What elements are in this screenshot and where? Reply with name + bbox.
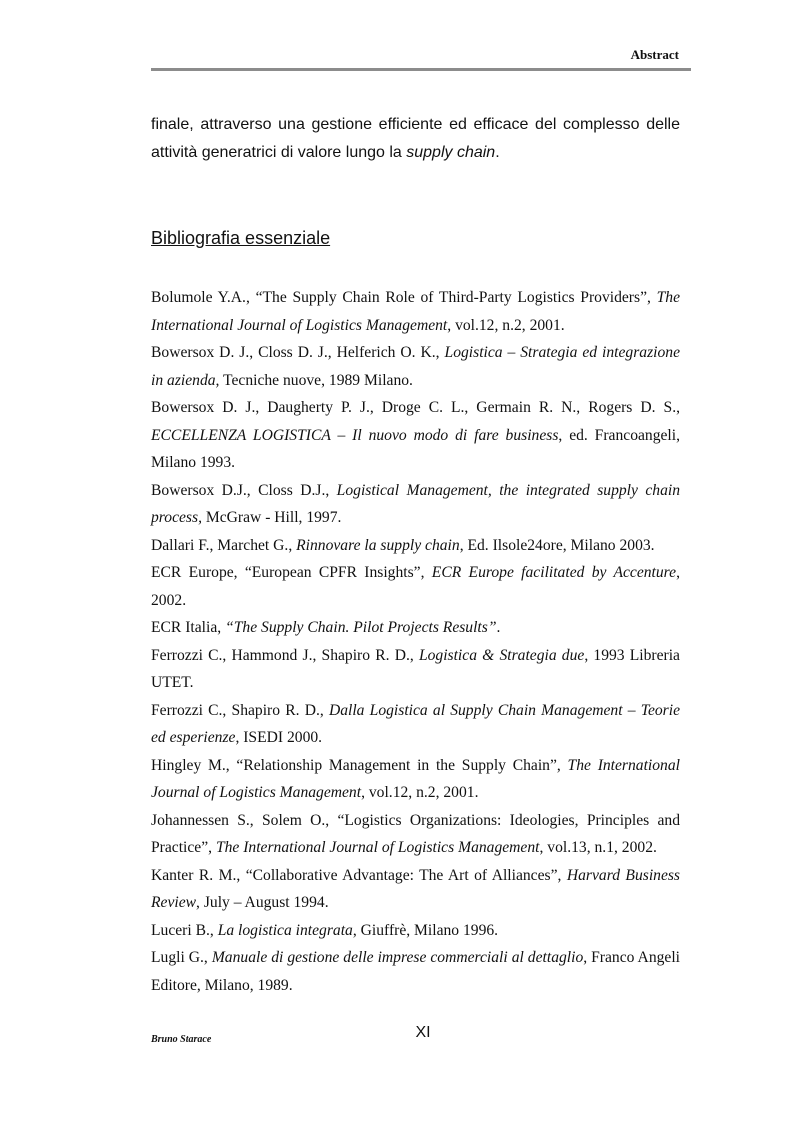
bibliography-entry: Dallari F., Marchet G., Rinnovare la supply chain, Ed. Ilsole24ore, Milano 2003. bbox=[151, 536, 655, 554]
author-name: Bruno Starace bbox=[151, 1034, 212, 1045]
bibliography-heading: Bibliografia essenziale bbox=[151, 228, 331, 248]
bibliography-entry: Hingley M., “Relationship Management in the Supply Chain”, The International Journal of Logistics Management, vol.12, n.2, 2001. bbox=[151, 756, 680, 801]
intro-paragraph bbox=[151, 111, 680, 167]
intro-end: . bbox=[495, 144, 500, 161]
bibliography-entry: Ferrozzi C., Shapiro R. D., Dalla Logistica al Supply Chain Management – Teorie ed esperienze, ISEDI 2000. bbox=[151, 701, 680, 746]
bibliography-entry: Bolumole Y.A., “The Supply Chain Role of Third-Party Logistics Providers”, The International Journal of Logistics Management, vol.12, n.2, 2001. bbox=[151, 289, 680, 334]
running-header: Abstract bbox=[630, 47, 679, 62]
header-rule bbox=[151, 68, 691, 71]
bibliography-list bbox=[151, 284, 680, 999]
bibliography-entry: ECR Europe, “European CPFR Insights”, ECR Europe facilitated by Accenture, 2002. bbox=[151, 564, 680, 609]
bibliography-entry: Bowersox D. J., Closs D. J., Helferich O. K., Logistica – Strategia ed integrazione in azienda, Tecniche nuove, 1989 Milano. bbox=[151, 344, 680, 389]
bibliography-entry: Ferrozzi C., Hammond J., Shapiro R. D., Logistica & Strategia due, 1993 Libreria UTET. bbox=[151, 646, 680, 691]
bibliography-entry: ECR Italia, “The Supply Chain. Pilot Projects Results”. bbox=[151, 619, 501, 636]
bibliography-entry: Luceri B., La logistica integrata, Giuffrè, Milano 1996. bbox=[151, 921, 499, 939]
bibliography-entry: Lugli G., Manuale di gestione delle imprese commerciali al dettaglio, Franco Angeli Editore, Milano, 1989. bbox=[151, 949, 680, 994]
bibliography-entry: Bowersox D.J., Closs D.J., Logistical Management, the integrated supply chain process, McGraw - Hill, 1997. bbox=[151, 481, 681, 526]
page-number: XI bbox=[415, 1024, 431, 1041]
intro-text: finale, attraverso una gestione efficiente ed efficace del complesso delle attività generatrici di valore lungo la bbox=[151, 116, 680, 161]
bibliography-entry: Bowersox D. J., Daugherty P. J., Droge C. L., Germain R. N., Rogers D. S., ECCELLENZA LOGISTICA – Il nuovo modo di fare business, ed. Francoangeli, Milano 1993. bbox=[151, 399, 680, 471]
intro-italic: supply chain bbox=[406, 144, 496, 161]
bibliography-entry: Kanter R. M., “Collaborative Advantage: The Art of Alliances”, Harvard Business Review, July – August 1994. bbox=[151, 866, 681, 911]
bibliography-entry: Johannessen S., Solem O., “Logistics Organizations: Ideologies, Principles and Practice”, The International Journal of Logistics Management, vol.13, n.1, 2002. bbox=[151, 811, 680, 856]
